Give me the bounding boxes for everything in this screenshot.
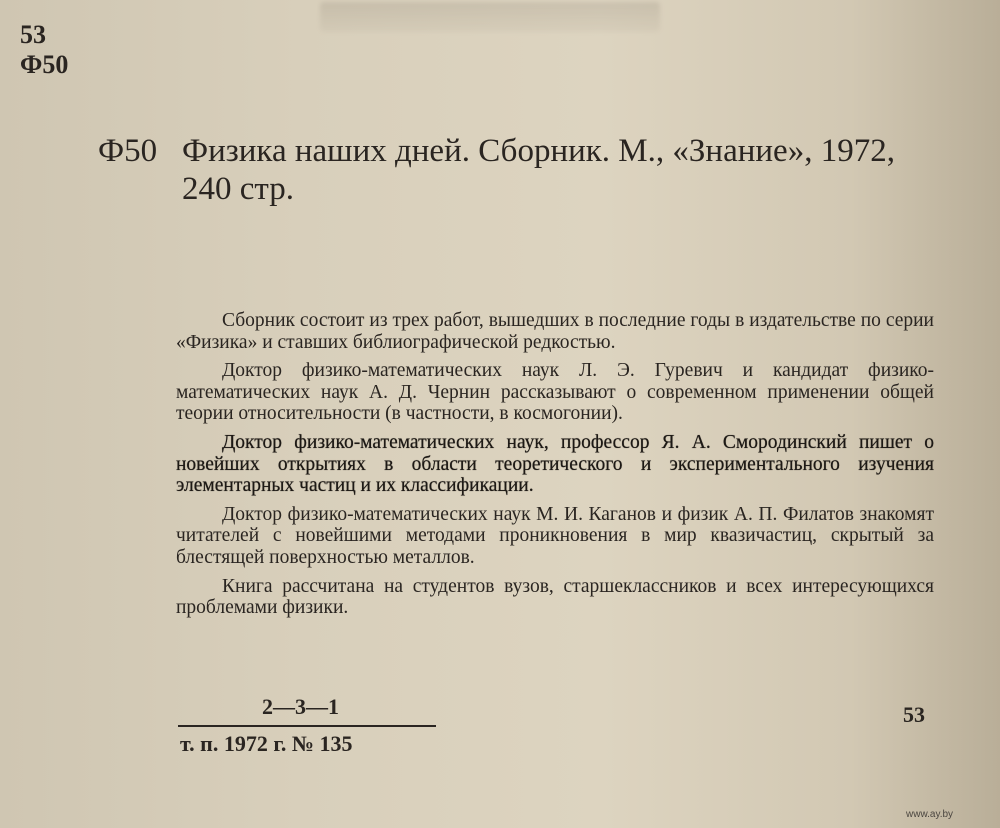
annotation-paragraph: Доктор физико-математических наук М. И. Каганов и физик А. П. Филатов знакомят читателей с новейшими методами проникновения в мир квазичастиц, скрытый за блестящей поверхностью металлов. bbox=[176, 503, 934, 568]
publishing-plan: т. п. 1972 г. № 135 bbox=[180, 731, 353, 756]
annotation bbox=[176, 310, 934, 626]
heading-code: Ф50 bbox=[98, 133, 158, 169]
corner-index bbox=[20, 20, 68, 80]
heading-text: Физика наших дней. Сборник. М., «Знание», 1972, 240 стр. bbox=[182, 133, 895, 207]
corner-code: Ф50 bbox=[20, 50, 69, 79]
annotation-paragraph: Доктор физико-математических наук, профессор Я. А. Смородинский пишет о новейших открытиях в области теоретического и экспериментального изучения элементарных частиц и их классификации. bbox=[176, 431, 934, 497]
page-number: 53 bbox=[903, 702, 925, 727]
watermark: www.ay.by bbox=[906, 809, 954, 820]
series-code: 2—3—1 bbox=[262, 694, 339, 719]
annotation-paragraph: Книга рассчитана на студентов вузов, старшеклассников и всех интересующихся проблемами физики. bbox=[176, 575, 934, 619]
corner-number: 53 bbox=[20, 20, 46, 49]
annotation-paragraph: Сборник состоит из трех работ, вышедших в последние годы в издательстве по серии «Физика» и ставших библиографической редкостью. bbox=[176, 310, 934, 353]
annotation-paragraph: Доктор физико-математических наук Л. Э. Гуревич и кандидат физико-математических наук А. Д. Чернин рассказывают о современном применении общей теории относительности (в частности, в космогонии). bbox=[176, 360, 934, 425]
bleed-through-text bbox=[320, 2, 660, 32]
footer-divider bbox=[178, 725, 436, 727]
